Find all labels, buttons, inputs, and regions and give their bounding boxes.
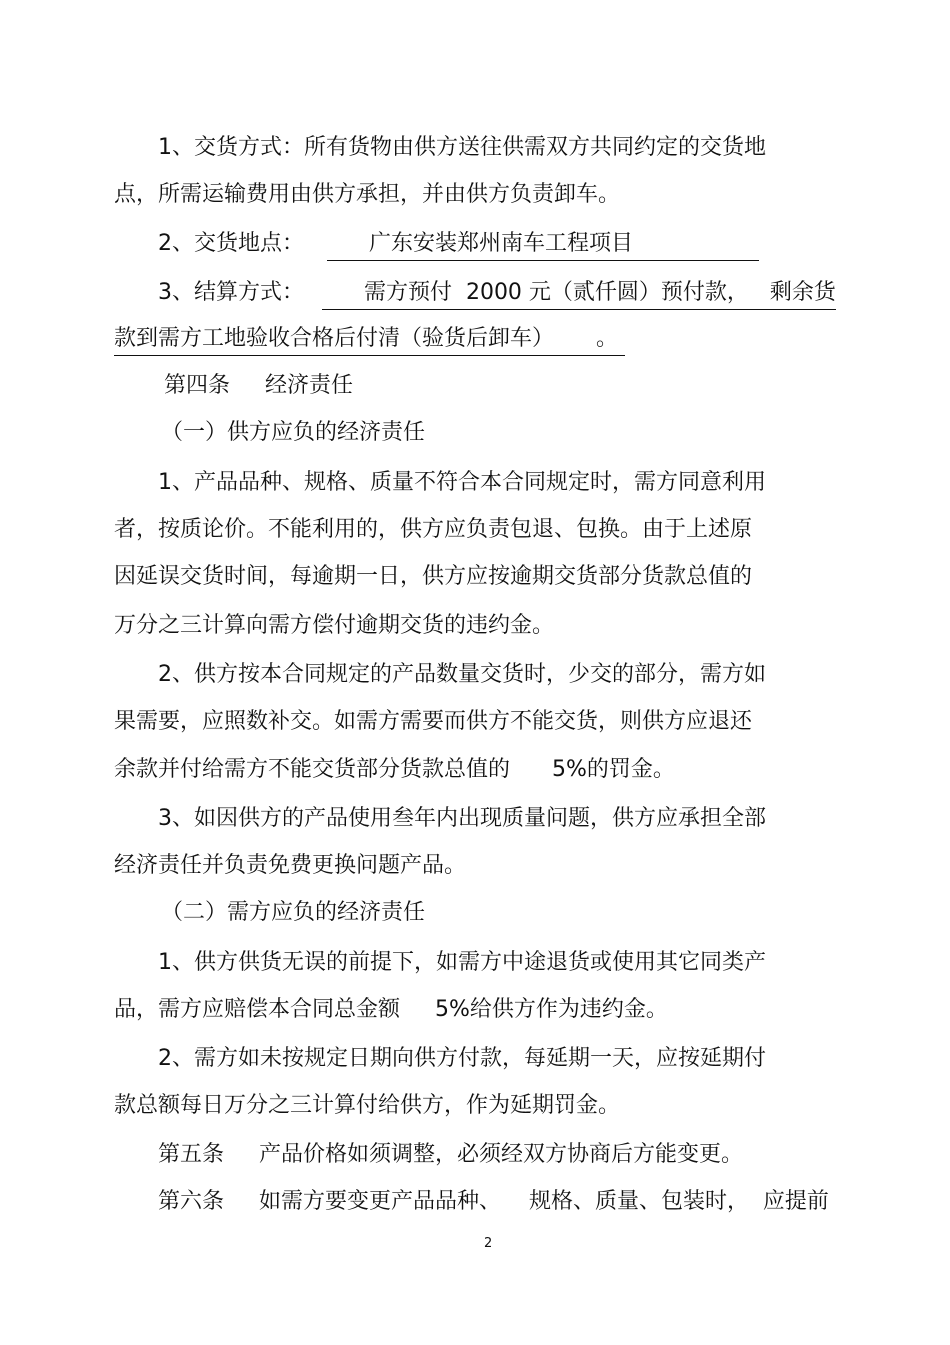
supplier-clause-2-line-1: 2、供方按本合同规定的产品数量交货时，少交的部分，需方如 [158, 662, 766, 687]
page-number: 2 [484, 1236, 493, 1251]
buyer-clause-2-line-1: 2、需方如未按规定日期向供方付款，每延期一天，应按延期付 [158, 1046, 766, 1071]
delivery-method-line-2: 点，所需运输费用由供方承担，并由供方负责卸车。 [114, 182, 621, 207]
supplier-clause-2-line-3: 余款并付给需方不能交货部分货款总值的 5%的罚金。 [114, 757, 675, 782]
article-5: 第五条 产品价格如须调整，必须经双方协商后方能变更。 [158, 1142, 743, 1167]
supplier-clause-3-line-1: 3、如因供方的产品使用叁年内出现质量问题，供方应承担全部 [158, 806, 766, 831]
delivery-place-value: 广东安装郑州南车工程项目 [327, 229, 759, 261]
delivery-place-label: 2、交货地点： [158, 231, 304, 256]
settlement-value-line-2: 款到需方工地验收合格后付清（验货后卸车） 。 [114, 324, 625, 356]
buyer-clause-1-line-1: 1、供方供货无误的前提下，如需方中途退货或使用其它同类产 [158, 950, 766, 975]
buyer-responsibility-heading: （二）需方应负的经济责任 [161, 900, 426, 925]
supplier-clause-1-line-3: 因延误交货时间，每逾期一日，供方应按逾期交货部分货款总值的 [114, 564, 753, 589]
supplier-clause-1-line-4: 万分之三计算向需方偿付逾期交货的违约金。 [114, 613, 555, 638]
article-6: 第六条 如需方要变更产品品种、 规格、质量、包装时， 应提前 [158, 1189, 829, 1214]
buyer-clause-2-line-2: 款总额每日万分之三计算付给供方，作为延期罚金。 [114, 1093, 621, 1118]
settlement-label: 3、结算方式： [158, 280, 304, 305]
buyer-clause-1-line-2: 品，需方应赔偿本合同总金额 5%给供方作为违约金。 [114, 997, 668, 1022]
settlement-value-line-1: 需方预付 2000 元（贰仟圆）预付款， 剩余货 [322, 278, 836, 310]
supplier-clause-2-line-2: 果需要，应照数补交。如需方需要而供方不能交货，则供方应退还 [114, 709, 753, 734]
supplier-responsibility-heading: （一）供方应负的经济责任 [161, 420, 426, 445]
supplier-clause-1-line-1: 1、产品品种、规格、质量不符合本合同规定时，需方同意利用 [158, 470, 766, 495]
supplier-clause-1-line-2: 者，按质论价。不能利用的，供方应负责包退、包换。由于上述原 [114, 517, 753, 542]
supplier-clause-3-line-2: 经济责任并负责免费更换问题产品。 [114, 853, 467, 878]
article-4-title: 第四条 经济责任 [164, 373, 353, 398]
delivery-method-line-1: 1、交货方式：所有货物由供方送往供需双方共同约定的交货地 [158, 135, 766, 160]
